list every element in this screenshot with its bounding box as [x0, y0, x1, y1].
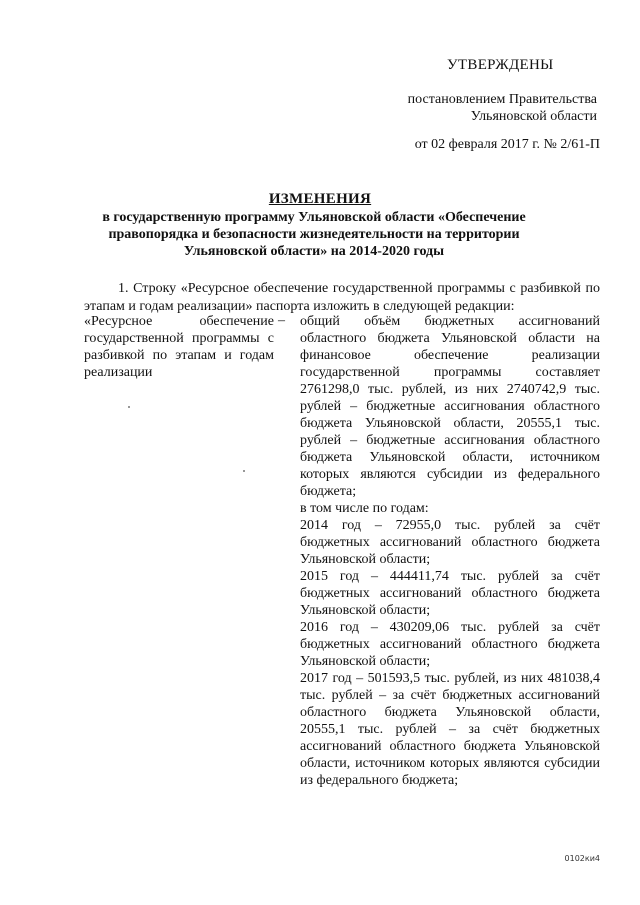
decree-issuer: постановлением Правительства Ульяновской области	[407, 92, 597, 124]
footer-code: 0102ки4	[564, 854, 600, 863]
document-subtitle: в государственную программу Ульяновской области «Обеспечение правопорядка и безопасности жизнедеятельности на территории Ульяновской области» на 2014-2020 годы	[102, 210, 526, 259]
intro-paragraph	[84, 280, 600, 316]
row-dash: –	[278, 313, 285, 328]
scan-speck	[128, 406, 130, 408]
scan-speck	[243, 470, 245, 472]
document-title: ИЗМЕНЕНИЯ	[268, 191, 372, 207]
year-2016: 2016 год – 430209,06 тыс. рублей за счёт бюджетных ассигнований областного бюджета Ульяновской области;	[300, 620, 600, 669]
intro-text: 1. Строку «Ресурсное обеспечение государственной программы с разбивкой по этапам и годам реализации» паспорта изложить в следующей редакции:	[84, 281, 600, 314]
decree-date: от 02 февраля 2017 г. № 2/61-П	[414, 137, 600, 152]
year-2014: 2014 год – 72955,0 тыс. рублей за счёт бюджетных ассигнований областного бюджета Ульяновской области;	[300, 518, 600, 567]
year-2017: 2017 год – 501593,5 тыс. рублей, из них 481038,4 тыс. рублей – за счёт бюджетных ассигнований областного бюджета Ульяновской области, 20555,1 тыс. рублей – за счёт бюджетных ассигнований областного бюджета Ульяновской области, источником которых являются субсидии из федерального бюджета;	[300, 671, 600, 788]
row-content	[300, 313, 600, 789]
funding-summary: общий объём бюджетных ассигнований областного бюджета Ульяновской области на финансовое обеспечение реализации государственной программы составляет 2761298,0 тыс. рублей, из них 2740742,9 тыс. рублей – бюджетные ассигнования областного бюджета Ульяновской области, 20555,1 тыс. рублей – бюджетные ассигнования областного бюджета Ульяновской области, источником которых являются субсидии из федерального бюджета;	[300, 314, 600, 499]
row-label: «Ресурсное обеспечение государственной программы с разбивкой по этапам и годам реализации	[84, 314, 274, 380]
year-2015: 2015 год – 444411,74 тыс. рублей за счёт бюджетных ассигнований областного бюджета Ульяновской области;	[300, 569, 600, 618]
by-years-intro: в том числе по годам:	[300, 501, 429, 516]
approved-stamp: УТВЕРЖДЕНЫ	[447, 57, 554, 73]
